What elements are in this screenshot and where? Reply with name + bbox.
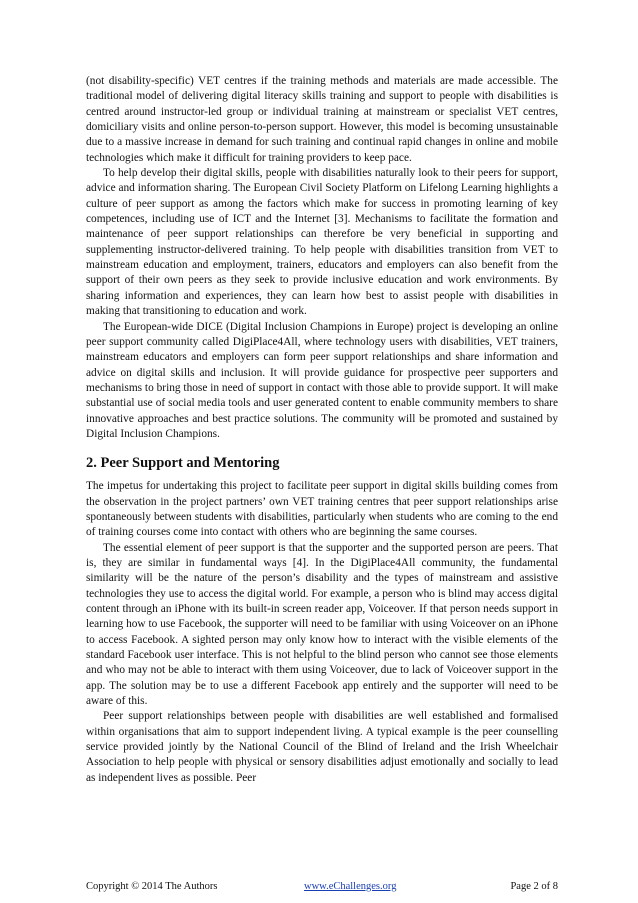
- section-paragraph-3: Peer support relationships between people with disabilities are well established and formalised within organisations that aim to support independent living. A typical example is the peer counselling service provided jointly by the National Council of the Blind of Ireland and the Irish Wheelchair Association to help people with physical or sensory disabilities adjust emotionally and socially to lead as independent lives as possible. Peer: [86, 710, 558, 784]
- footer-copyright: Copyright © 2014 The Authors: [86, 881, 218, 892]
- page-body: [86, 74, 558, 786]
- section-paragraph-1: The impetus for undertaking this project to facilitate peer support in digital skills building comes from the observation in the project partners’ own VET training centres that peer support relationships arise spontaneously between students with disabilities, particularly when students who are coming to the end of training courses come into contact with others who are beginning the same courses.: [86, 480, 558, 539]
- section-paragraph-2: The essential element of peer support is that the supporter and the supported person are peers. That is, they are similar in fundamental ways [4]. In the DigiPlace4All community, the fundamental similarity will be the nature of the person’s disability and the types of mainstream and assistive technologies they use to access the digital world. For example, a person who is blind may access digital content through an iPhone with its built-in screen reader app, Voiceover. If that person needs support in learning how to use Facebook, the supporter will need to be familiar with using Voiceover on an iPhone to access Facebook. A sighted person may only know how to interact with the visible elements of the standard Facebook user interface. This is not helpful to the blind person who cannot see those elements and who may not be able to interact with them using Voiceover, due to lack of Voiceover support in the app. The solution may be to use a different Facebook app entirely and the supporter will need to be aware of this.: [86, 541, 558, 708]
- body-paragraph-1: (not disability-specific) VET centres if the training methods and materials are made accessible. The traditional model of delivering digital literacy skills training and support to people with disabilities is centred around instructor-led group or individual training at mainstream or specialist VET centres, domiciliary visits and online person-to-person support. However, this model is becoming unsustainable due to a massive increase in demand for such training and continual rapid changes in online and mobile technologies which make it difficult for training providers to keep pace.: [86, 75, 558, 164]
- body-paragraph-2: To help develop their digital skills, people with disabilities naturally look to their peers for support, advice and information sharing. The European Civil Society Platform on Lifelong Learning highlights a culture of peer support as among the factors which make for success in promoting learning of key competences, including use of ICT and the Internet [3]. Mechanisms to facilitate the formation and maintenance of peer support relationships can therefore be very beneficial in supporting and supplementing instructor-delivered training. To help people with disabilities transition from VET to mainstream education and employment, trainers, educators and employers can also benefit from the support of their own peers as they seek to provide inclusive education and work environments. By sharing information and experiences, they can learn how best to assist people with disabilities in making that transitioning to education and work.: [86, 167, 558, 318]
- footer-website-link[interactable]: www.eChallenges.org: [304, 881, 397, 892]
- section-heading: 2. Peer Support and Mentoring: [86, 455, 280, 472]
- footer-page-number: Page 2 of 8: [510, 881, 558, 892]
- body-paragraph-3: The European-wide DICE (Digital Inclusion Champions in Europe) project is developing an online peer support community called DigiPlace4All, where technology users with disabilities, VET trainers, mainstream educators and employers can form peer support relationships and share information and advice on digital skills and inclusion. It will provide guidance for prospective peer supporters and mechanisms to bring those in need of support in contact with those able to provide support. It will make substantial use of social media tools and user generated content to enable community members to share innovative approaches and best practice solutions. The community will be promoted and sustained by Digital Inclusion Champions.: [86, 320, 558, 440]
